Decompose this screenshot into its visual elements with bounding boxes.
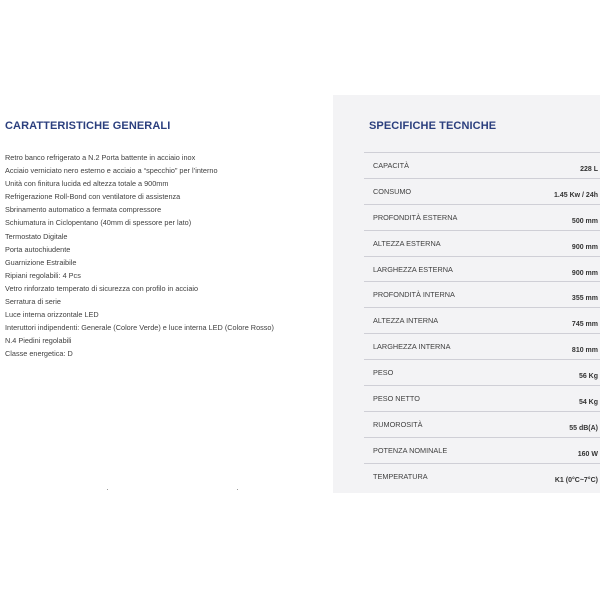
- technical-specs-panel: [333, 95, 600, 493]
- spec-value: 900 mm: [571, 243, 598, 251]
- spec-value: K1 (0°C~7°C): [554, 476, 598, 484]
- feature-item: Termostato Digitale: [5, 231, 68, 241]
- spec-row-peso-netto: [364, 385, 600, 411]
- technical-specs-title: SPECIFICHE TECNICHE: [369, 120, 497, 132]
- spec-label: PESO: [373, 368, 394, 378]
- spec-label: LARGHEZZA ESTERNA: [373, 264, 453, 274]
- spec-value: 500 mm: [571, 217, 598, 225]
- decorative-dot: [107, 489, 108, 490]
- feature-item: Refrigerazione Roll-Bond con ventilatore di assistenza: [5, 192, 181, 202]
- spec-row-profondita-interna: [364, 281, 600, 307]
- spec-value: 55 dB(A): [569, 424, 598, 432]
- spec-label: CAPACITÀ: [373, 161, 409, 170]
- spec-row-rumorosita: [364, 411, 600, 437]
- feature-item: Luce interna orizzontale LED: [5, 310, 99, 320]
- features-list: [5, 151, 315, 361]
- spec-label: ALTEZZA ESTERNA: [373, 238, 441, 248]
- spec-value: 745 mm: [571, 321, 598, 329]
- spec-row-larghezza-interna: [364, 333, 600, 359]
- spec-value: 1.45 Kw / 24h: [554, 191, 598, 199]
- spec-label: POTENZA NOMINALE: [373, 445, 448, 455]
- feature-item: Retro banco refrigerato a N.2 Porta battente in acciaio inox: [5, 153, 196, 162]
- spec-label: TEMPERATURA: [373, 471, 428, 481]
- feature-item: Ripiani regolabili: 4 Pcs: [5, 270, 81, 280]
- spec-row-potenza-nominale: [364, 437, 600, 463]
- spec-label: PESO NETTO: [373, 394, 420, 404]
- general-features-title: CARATTERISTICHE GENERALI: [5, 120, 171, 132]
- spec-row-consumo: [364, 178, 600, 204]
- spec-value: 54 Kg: [578, 399, 598, 407]
- spec-label: LARGHEZZA INTERNA: [373, 342, 451, 352]
- feature-item: Classe energetica: D: [5, 349, 73, 359]
- feature-item: Sbrinamento automatico a fermata compressore: [5, 205, 162, 215]
- spec-label: RUMOROSITÀ: [373, 419, 423, 429]
- spec-row-temperatura: [364, 463, 600, 489]
- spec-row-altezza-esterna: [364, 230, 600, 256]
- spec-value: 900 mm: [571, 269, 598, 277]
- spec-value: 810 mm: [571, 347, 598, 355]
- spec-row-peso: [364, 359, 600, 385]
- spec-label: CONSUMO: [373, 186, 412, 196]
- spec-value: 355 mm: [571, 295, 598, 303]
- spec-value: 56 Kg: [578, 373, 598, 381]
- feature-item: Interuttori indipendenti: Generale (Colore Verde) e luce interna LED (Colore Rosso): [5, 323, 274, 333]
- feature-item: Serratura di serie: [5, 297, 61, 307]
- spec-value: 228 L: [580, 166, 598, 173]
- spec-row-altezza-interna: [364, 307, 600, 333]
- specs-table: [364, 152, 600, 489]
- spec-label: PROFONDITÀ INTERNA: [373, 290, 455, 300]
- feature-item: Acciaio verniciato nero esterno e acciaio a “specchio” per l’interno: [5, 166, 218, 176]
- spec-row-profondita-esterna: [364, 204, 600, 230]
- feature-item: Schiumatura in Ciclopentano (40mm di spessore per lato): [5, 218, 192, 228]
- spec-row-larghezza-esterna: [364, 256, 600, 282]
- spec-value: 160 W: [577, 450, 598, 458]
- feature-item: Guarnizione Estraibile: [5, 257, 77, 267]
- spec-label: PROFONDITÀ ESTERNA: [373, 212, 458, 222]
- feature-item: N.4 Piedini regolabili: [5, 336, 72, 346]
- feature-item: Porta autochiudente: [5, 244, 71, 254]
- spec-label: ALTEZZA INTERNA: [373, 316, 439, 326]
- decorative-dot: [237, 489, 238, 490]
- feature-item: Vetro rinforzato temperato di sicurezza con profilo in acciaio: [5, 283, 199, 293]
- feature-item: Unità con finitura lucida ed altezza totale a 900mm: [5, 179, 169, 189]
- spec-row-capacita: [364, 152, 600, 178]
